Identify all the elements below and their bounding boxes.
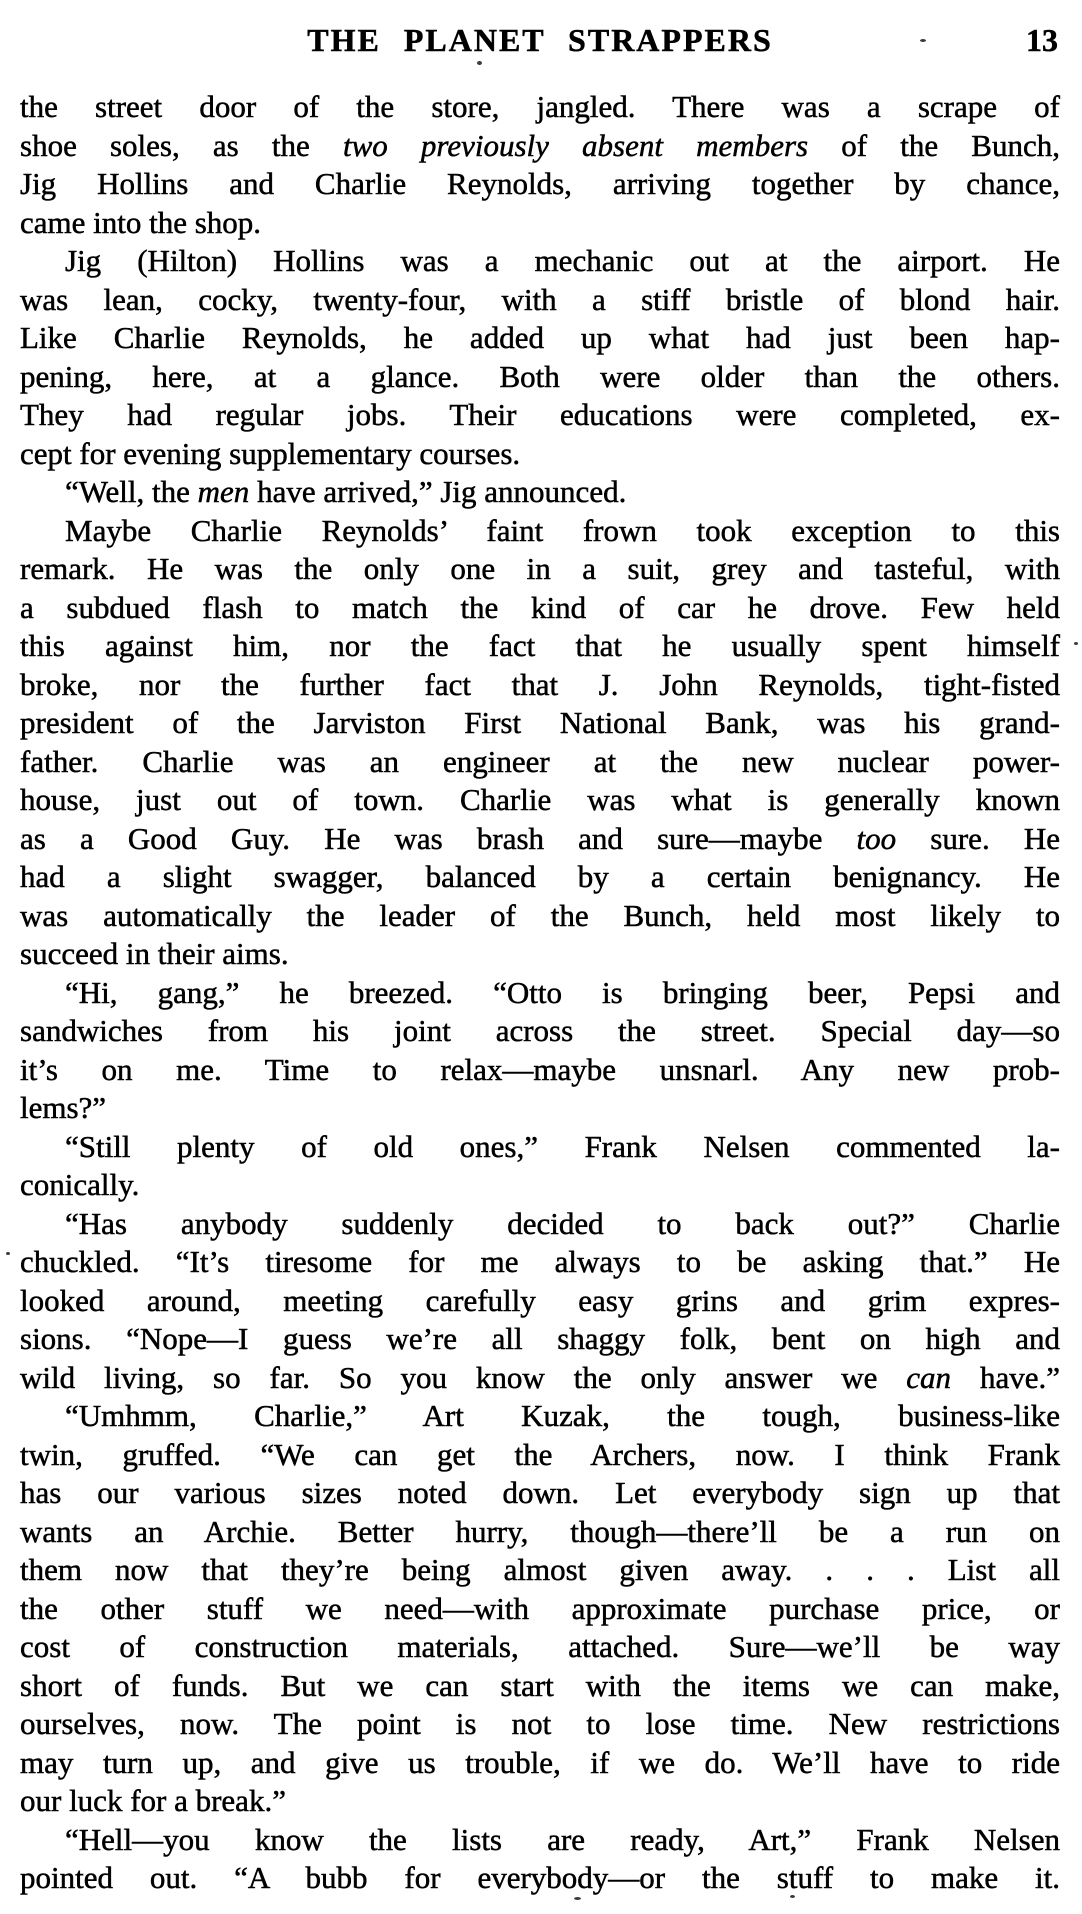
text-line — [20, 1667, 1060, 1706]
text-run: looked around, meeting carefully easy grins and grim expres- — [20, 1282, 1060, 1318]
text-line — [20, 550, 1060, 589]
text-run: lems?” — [20, 1090, 107, 1125]
text-line — [20, 512, 1060, 551]
text-line — [20, 743, 1060, 782]
text-line — [20, 1128, 1060, 1167]
page-body — [20, 88, 1060, 1898]
text-line — [20, 1474, 1060, 1513]
text-line — [20, 1513, 1060, 1552]
text-run: remark. He was the only one in a suit, grey and tasteful, with — [20, 551, 1060, 586]
text-line — [20, 242, 1060, 281]
text-line — [20, 396, 1060, 435]
text-run: sions. “Nope—I guess we’re all shaggy folk, bent on high and — [20, 1321, 1060, 1356]
text-line — [20, 358, 1060, 397]
text-line — [20, 1821, 1060, 1860]
text-run: came into the shop. — [20, 204, 262, 240]
text-run: father. Charlie was an engineer at the new nuclear power- — [20, 743, 1060, 779]
text-line — [20, 1436, 1060, 1475]
text-line — [20, 1359, 1060, 1398]
text-run: “Umhmm, Charlie,” Art Kuzak, the tough, business-like — [65, 1398, 1060, 1433]
text-run: was lean, cocky, twenty-four, with a stiff bristle of blond hair. — [20, 281, 1060, 317]
text-run: chuckled. “It’s tiresome for me always to be asking that.” He — [20, 1244, 1060, 1279]
text-line — [20, 1089, 1060, 1128]
text-line — [20, 435, 1060, 474]
text-run: “Hell—you know the lists are ready, Art,” Frank Nelsen — [65, 1821, 1060, 1857]
ink-speck — [574, 1897, 581, 1900]
text-run: “Well, the — [65, 474, 198, 509]
text-line — [20, 1859, 1060, 1898]
text-line — [20, 281, 1060, 320]
text-run: had a slight swagger, balanced by a certain benignancy. He — [20, 859, 1060, 894]
text-line — [20, 1051, 1060, 1090]
text-line — [20, 781, 1060, 820]
text-line — [20, 820, 1060, 859]
text-run: have.” — [951, 1359, 1061, 1395]
text-run: Jig (Hilton) Hollins was a mechanic out at the airport. He — [65, 243, 1060, 278]
text-run: cept for evening supplementary courses. — [20, 435, 521, 471]
text-line — [20, 1320, 1060, 1359]
text-run: broke, nor the further fact that J. John Reynolds, tight-fisted — [20, 666, 1060, 702]
text-line — [20, 897, 1060, 936]
text-run: as a Good Guy. He was brash and sure—maybe — [20, 820, 857, 856]
ink-speck — [790, 1895, 795, 1898]
text-run: They had regular jobs. Their educations were completed, ex- — [20, 397, 1060, 432]
text-line — [20, 589, 1060, 628]
text-line — [20, 473, 1060, 512]
text-run: ourselves, now. The point is not to lose time. New restrictions — [20, 1706, 1060, 1741]
text-line — [20, 1205, 1060, 1244]
text-run: cost of construction materials, attached. Sure—we’ll be way — [20, 1629, 1060, 1664]
text-line — [20, 127, 1060, 166]
ink-speck — [920, 39, 926, 42]
text-run: may turn up, and give us trouble, if we do. We’ll have to ride — [20, 1744, 1060, 1780]
text-run: have arrived,” Jig announced. — [249, 474, 627, 509]
text-run: sure. He — [896, 820, 1060, 856]
text-line — [20, 704, 1060, 743]
text-run: wants an Archie. Better hurry, though—there’ll be a run on — [20, 1513, 1060, 1549]
text-run: “Hi, gang,” he breezed. “Otto is bringing beer, Pepsi and — [65, 974, 1060, 1010]
italic-text-run: too — [856, 820, 897, 856]
text-line — [20, 88, 1060, 127]
text-run: sandwiches from his joint across the street. Special day—so — [20, 1013, 1060, 1048]
text-line — [20, 666, 1060, 705]
text-run: has our various sizes noted down. Let everybody sign up that — [20, 1475, 1060, 1510]
text-line — [20, 1705, 1060, 1744]
text-run: succeed in their aims. — [20, 936, 289, 971]
page-title: THE PLANET STRAPPERS — [307, 22, 773, 58]
text-run: a subdued flash to match the kind of car he drove. Few held — [20, 589, 1060, 625]
text-run: conically. — [20, 1167, 140, 1202]
text-run: “Has anybody suddenly decided to back out?” Charlie — [65, 1205, 1060, 1241]
text-run: our luck for a break.” — [20, 1783, 286, 1818]
text-run: short of funds. But we can start with the items we can make, — [20, 1667, 1060, 1703]
italic-text-run: two previously absent members — [342, 127, 809, 163]
text-run: was automatically the leader of the Bunch, held most likely to — [20, 897, 1060, 933]
text-line — [20, 1282, 1060, 1321]
text-run: them now that they’re being almost given away. . . . List all — [20, 1552, 1060, 1587]
italic-text-run: can — [906, 1359, 952, 1395]
text-run: shoe soles, as the — [20, 127, 343, 163]
text-line — [20, 858, 1060, 897]
italic-text-run: men — [197, 474, 250, 509]
text-line — [20, 1782, 1060, 1821]
text-line — [20, 1397, 1060, 1436]
text-run: Like Charlie Reynolds, he added up what had just been hap- — [20, 320, 1060, 355]
text-line — [20, 1012, 1060, 1051]
text-line — [20, 1744, 1060, 1783]
text-run: the street door of the store, jangled. There was a scrape of — [20, 89, 1060, 124]
text-line — [20, 319, 1060, 358]
text-run: this against him, nor the fact that he usually spent himself — [20, 628, 1060, 663]
text-line — [20, 204, 1060, 243]
page-number: 13 — [1026, 22, 1058, 58]
ink-speck — [1074, 642, 1078, 645]
text-line — [20, 627, 1060, 666]
text-line — [20, 1166, 1060, 1205]
text-run: wild living, so far. So you know the only answer we — [20, 1359, 907, 1395]
text-run: Maybe Charlie Reynolds’ faint frown took exception to this — [65, 512, 1060, 548]
text-run: pening, here, at a glance. Both were older than the others. — [20, 358, 1060, 394]
text-run: “Still plenty of old ones,” Frank Nelsen commented la- — [65, 1128, 1060, 1164]
ink-speck — [477, 61, 482, 65]
text-line — [20, 1628, 1060, 1667]
text-run: of the Bunch, — [808, 127, 1060, 163]
text-line — [20, 974, 1060, 1013]
text-run: house, just out of town. Charlie was what is generally known — [20, 782, 1060, 817]
text-run: pointed out. “A bubb for everybody—or the stuff to make it. — [20, 1860, 1060, 1895]
text-run: it’s on me. Time to relax—maybe unsnarl. Any new prob- — [20, 1051, 1060, 1087]
text-line — [20, 165, 1060, 204]
text-line — [20, 935, 1060, 974]
text-run: twin, gruffed. “We can get the Archers, now. I think Frank — [20, 1436, 1060, 1472]
text-run: Jig Hollins and Charlie Reynolds, arriving together by chance, — [20, 166, 1060, 201]
running-header — [20, 22, 1060, 66]
text-run: president of the Jarviston First National Bank, was his grand- — [20, 705, 1060, 740]
ink-speck — [6, 1252, 10, 1255]
text-line — [20, 1590, 1060, 1629]
text-line — [20, 1243, 1060, 1282]
text-run: the other stuff we need—with approximate purchase price, or — [20, 1590, 1060, 1626]
text-line — [20, 1551, 1060, 1590]
